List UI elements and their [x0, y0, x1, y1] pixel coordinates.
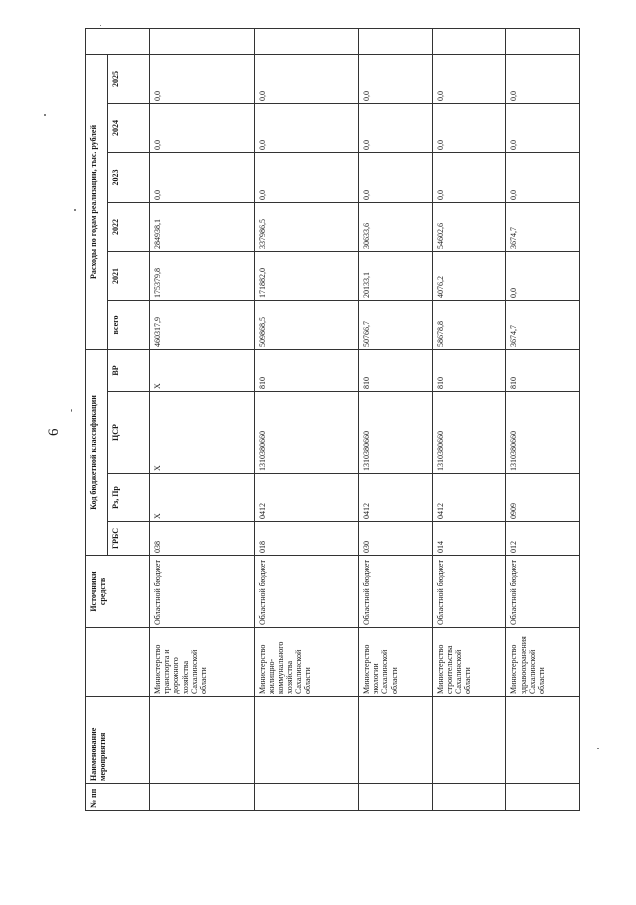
- cell-name: [359, 697, 433, 784]
- cell-spacer: [506, 28, 580, 54]
- cell-executor: Министерство транспорта и дорожного хозяйства Сахалинской области: [150, 628, 255, 697]
- cell-executor: Министерство жилищно-коммунального хозяйства Сахалинской области: [254, 628, 359, 697]
- cell-grbs: 012: [506, 522, 580, 556]
- cell-source: Областной бюджет: [150, 556, 255, 628]
- page-number: 6: [46, 428, 62, 436]
- header-spacer: [86, 28, 150, 54]
- cell-total: 3674,7: [506, 300, 580, 349]
- cell-y2022: 30633,6: [359, 202, 433, 251]
- cell-source: Областной бюджет: [359, 556, 433, 628]
- cell-vr: 810: [432, 349, 506, 391]
- cell-source: Областной бюджет: [254, 556, 359, 628]
- cell-y2021: 175379,8: [150, 251, 255, 300]
- header-budget-code: Код бюджетной классификации: [86, 349, 108, 555]
- cell-num: [506, 784, 580, 811]
- cell-num: [432, 784, 506, 811]
- cell-name: [150, 697, 255, 784]
- header-year-2023: 2023: [108, 152, 150, 202]
- header-year-2021: 2021: [108, 251, 150, 300]
- cell-rz-pr: 0412: [254, 474, 359, 522]
- scan-speck: [100, 25, 101, 26]
- cell-grbs: 030: [359, 522, 433, 556]
- scan-speck: [74, 209, 76, 211]
- table-row: [432, 28, 506, 810]
- cell-vr: 810: [254, 349, 359, 391]
- cell-y2024: 0,0: [254, 103, 359, 152]
- cell-grbs: 014: [432, 522, 506, 556]
- header-year-2025: 2025: [108, 54, 150, 103]
- cell-num: [150, 784, 255, 811]
- cell-y2021: 0,0: [506, 251, 580, 300]
- cell-y2025: 0,0: [359, 54, 433, 103]
- scan-speck: [71, 409, 72, 412]
- cell-y2024: 0,0: [506, 103, 580, 152]
- cell-csr: 1310380660: [254, 392, 359, 474]
- header-rz-pr: Рз, Пр: [108, 474, 150, 522]
- cell-y2023: 0,0: [359, 152, 433, 202]
- header-csr: ЦСР: [108, 392, 150, 474]
- header-num: № пп: [86, 784, 150, 811]
- table-row: [359, 28, 433, 810]
- cell-name: [432, 697, 506, 784]
- cell-y2024: 0,0: [150, 103, 255, 152]
- cell-executor: Министерство экологии Сахалинской области: [359, 628, 433, 697]
- cell-csr: 1310380660: [432, 392, 506, 474]
- header-year-2022: 2022: [108, 202, 150, 251]
- cell-y2022: 337986,5: [254, 202, 359, 251]
- cell-y2021: 171882,0: [254, 251, 359, 300]
- cell-total: 58678,8: [432, 300, 506, 349]
- cell-name: [254, 697, 359, 784]
- header-grbs: ГРБС: [108, 522, 150, 556]
- cell-source: Областной бюджет: [432, 556, 506, 628]
- cell-vr: 810: [506, 349, 580, 391]
- cell-rz-pr: 0412: [359, 474, 433, 522]
- header-vr: ВР: [108, 349, 150, 391]
- cell-csr: X: [150, 392, 255, 474]
- cell-spacer: [150, 28, 255, 54]
- cell-y2025: 0,0: [432, 54, 506, 103]
- cell-y2025: 0,0: [254, 54, 359, 103]
- cell-y2022: 284938,1: [150, 202, 255, 251]
- cell-executor: Министерство строительства Сахалинской области: [432, 628, 506, 697]
- cell-executor: Министерство здравоохранения Сахалинской области: [506, 628, 580, 697]
- cell-y2025: 0,0: [150, 54, 255, 103]
- budget-table: [85, 28, 580, 811]
- cell-y2022: 3674,7: [506, 202, 580, 251]
- table-body: [150, 28, 580, 810]
- cell-y2021: 20133,1: [359, 251, 433, 300]
- cell-y2024: 0,0: [359, 103, 433, 152]
- cell-spacer: [254, 28, 359, 54]
- cell-rz-pr: 0412: [432, 474, 506, 522]
- cell-y2023: 0,0: [506, 152, 580, 202]
- cell-y2024: 0,0: [432, 103, 506, 152]
- cell-spacer: [432, 28, 506, 54]
- cell-y2023: 0,0: [432, 152, 506, 202]
- cell-name: [506, 697, 580, 784]
- header-total: всего: [108, 300, 150, 349]
- header-name: Наименование мероприятия: [86, 697, 150, 784]
- scan-speck: [44, 114, 46, 116]
- cell-total: 50766,7: [359, 300, 433, 349]
- cell-y2021: 4076,2: [432, 251, 506, 300]
- cell-vr: 810: [359, 349, 433, 391]
- cell-rz-pr: X: [150, 474, 255, 522]
- cell-vr: X: [150, 349, 255, 391]
- table-row: [150, 28, 255, 810]
- cell-y2023: 0,0: [150, 152, 255, 202]
- header-expenses: Расходы по годам реализации, тыс. рублей: [86, 54, 108, 349]
- table-row: [506, 28, 580, 810]
- table-header: [86, 28, 150, 810]
- cell-y2023: 0,0: [254, 152, 359, 202]
- cell-grbs: 018: [254, 522, 359, 556]
- cell-num: [254, 784, 359, 811]
- cell-total: 509868,5: [254, 300, 359, 349]
- header-source: Источники средств: [86, 556, 150, 628]
- scan-speck: [597, 748, 599, 749]
- cell-csr: 1310380660: [359, 392, 433, 474]
- cell-grbs: 038: [150, 522, 255, 556]
- cell-spacer: [359, 28, 433, 54]
- header-year-2024: 2024: [108, 103, 150, 152]
- cell-num: [359, 784, 433, 811]
- table-row: [254, 28, 359, 810]
- cell-csr: 1310380660: [506, 392, 580, 474]
- cell-y2022: 54602,6: [432, 202, 506, 251]
- cell-total: 460317,9: [150, 300, 255, 349]
- cell-rz-pr: 0909: [506, 474, 580, 522]
- cell-y2025: 0,0: [506, 54, 580, 103]
- header-executor: [86, 628, 150, 697]
- cell-source: Областной бюджет: [506, 556, 580, 628]
